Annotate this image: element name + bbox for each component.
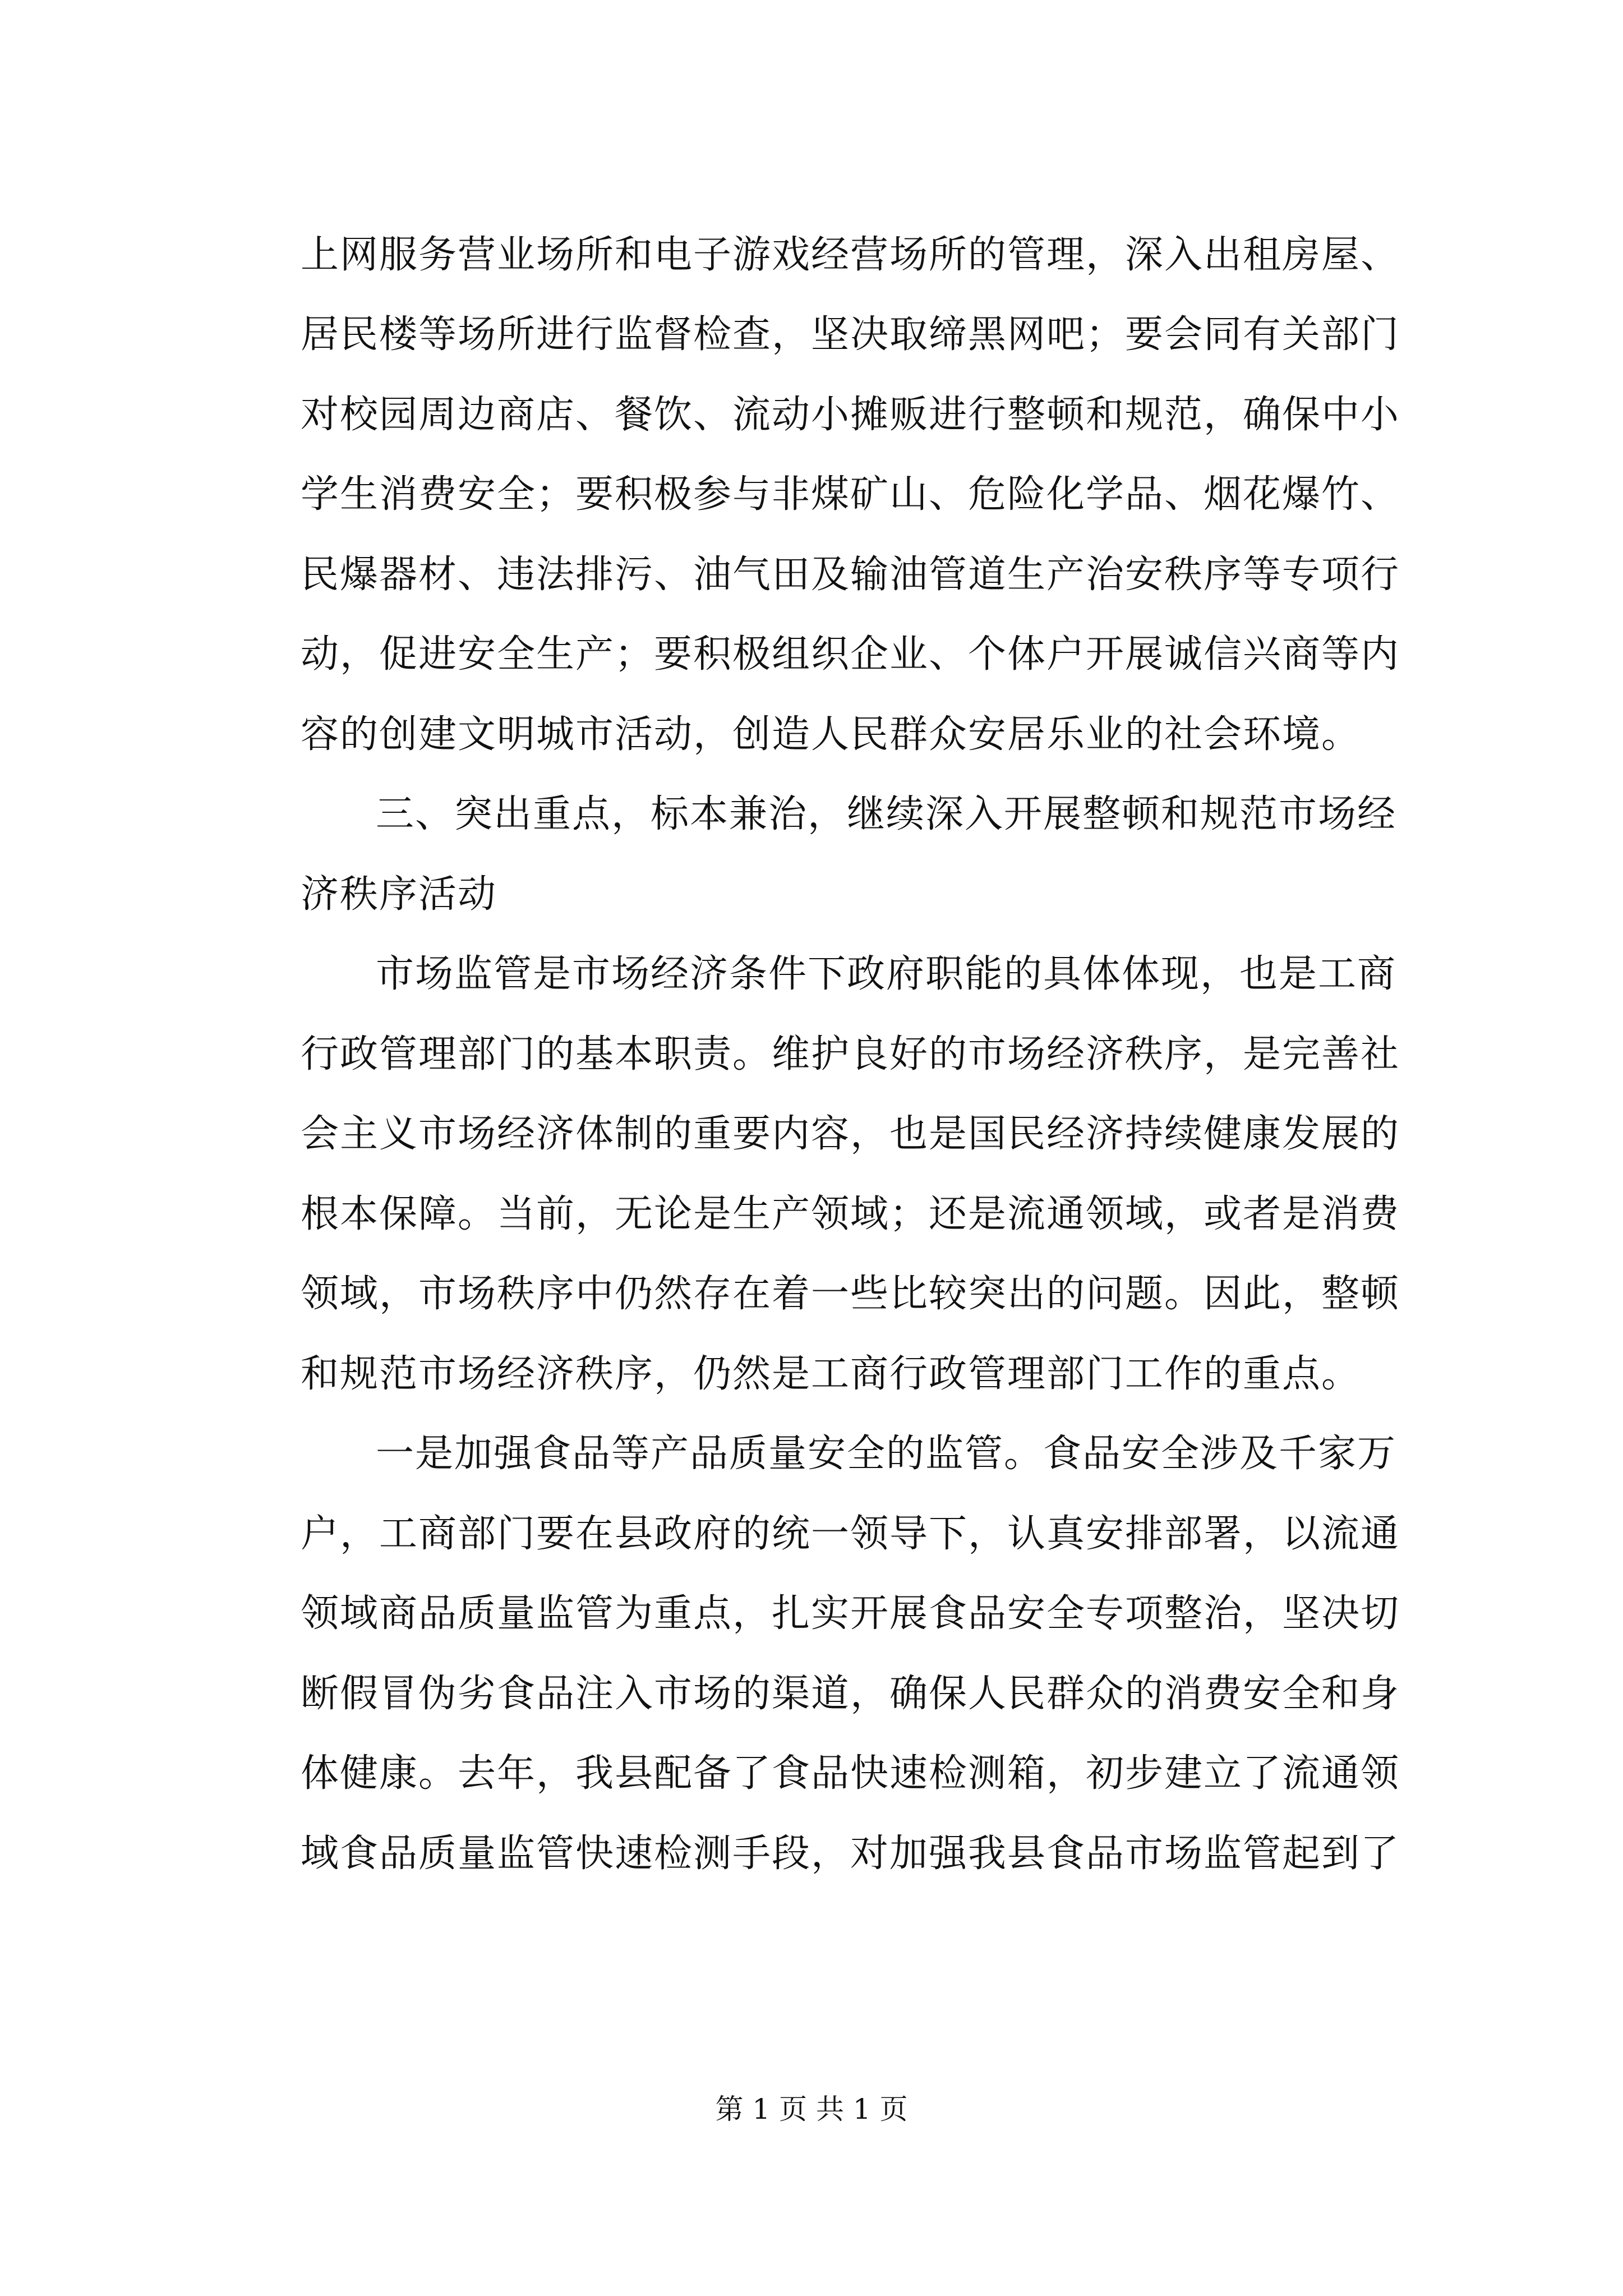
text-line: 上网服务营业场所和电子游戏经营场所的管理，深入出租房屋、 xyxy=(301,233,1400,277)
text-line: 根本保障。当前，无论是生产领域；还是流通领域，或者是消费 xyxy=(301,1192,1400,1236)
text-line: 断假冒伪劣食品注入市场的渠道，确保人民群众的消费安全和身 xyxy=(301,1672,1400,1716)
text-line: 容的创建文明城市活动，创造人民群众安居乐业的社会环境。 xyxy=(301,712,1361,757)
text-line: 领域商品质量监管为重点，扎实开展食品安全专项整治，坚决切 xyxy=(301,1591,1400,1636)
text-line: 市场监管是市场经济条件下政府职能的具体体现，也是工商 xyxy=(376,952,1397,996)
text-line: 行政管理部门的基本职责。维护良好的市场经济秩序，是完善社 xyxy=(301,1032,1400,1076)
text-line: 一是加强食品等产品质量安全的监管。食品安全涉及千家万 xyxy=(376,1432,1397,1476)
section-heading-line: 三、突出重点，标本兼治，继续深入开展整顿和规范市场经 xyxy=(376,792,1397,836)
text-line: 体健康。去年，我县配备了食品快速检测箱，初步建立了流通领 xyxy=(301,1751,1400,1796)
text-line: 会主义市场经济体制的重要内容，也是国民经济持续健康发展的 xyxy=(301,1112,1400,1156)
text-line: 域食品质量监管快速检测手段，对加强我县食品市场监管起到了 xyxy=(301,1832,1400,1876)
text-line: 居民楼等场所进行监督检查，坚决取缔黑网吧；要会同有关部门 xyxy=(301,312,1400,357)
text-line: 领域，市场秩序中仍然存在着一些比较突出的问题。因此，整顿 xyxy=(301,1272,1400,1316)
text-line: 学生消费安全；要积极参与非煤矿山、危险化学品、烟花爆竹、 xyxy=(301,472,1400,517)
page-footer: 第 1 页 共 1 页 xyxy=(715,2093,908,2125)
text-line: 动，促进安全生产；要积极组织企业、个体户开展诚信兴商等内 xyxy=(301,632,1400,677)
text-line: 民爆器材、违法排污、油气田及输油管道生产治安秩序等专项行 xyxy=(301,553,1400,597)
text-line: 和规范市场经济秩序，仍然是工商行政管理部门工作的重点。 xyxy=(301,1352,1361,1396)
text-line: 户，工商部门要在县政府的统一领导下，认真安排部署，以流通 xyxy=(301,1512,1400,1556)
section-heading-line: 济秩序活动 xyxy=(301,872,497,917)
text-line: 对校园周边商店、餐饮、流动小摊贩进行整顿和规范，确保中小 xyxy=(301,393,1400,437)
